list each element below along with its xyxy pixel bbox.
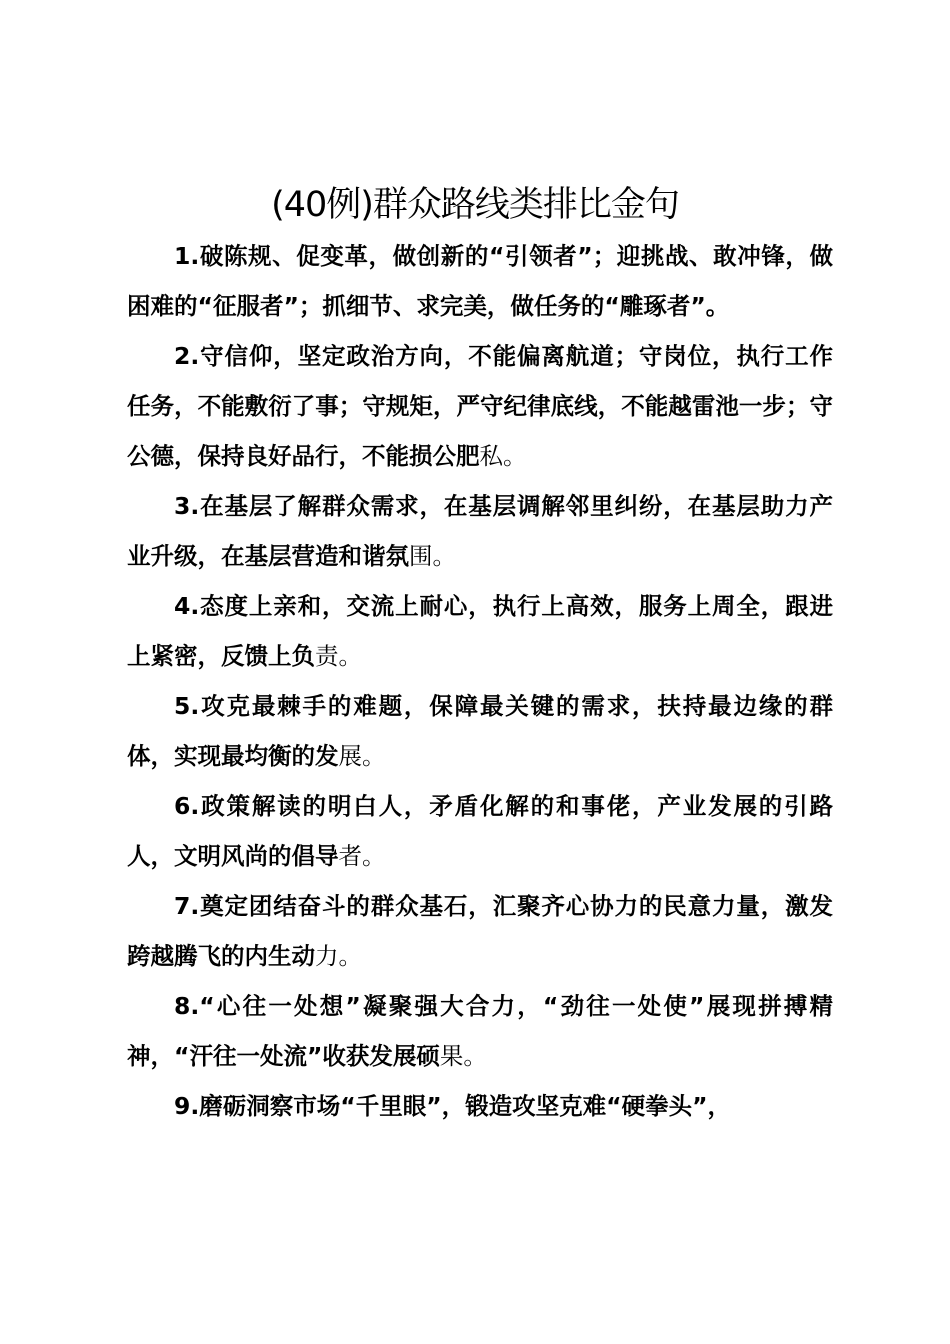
list-item [127,681,833,781]
item-text: 8.“心往一处想”凝聚强大合力，“劲往一处使”展现拼搏精神，“汗往一处流”收获发展硕 [127,992,833,1070]
item-tail: 责。 [315,642,362,670]
list-item [127,481,833,581]
document-title: (40例)群众路线类排比金句 [271,185,679,225]
item-text: 9.磨砺洞察市场“千里眼”，锻造攻坚克难“硬拳头”， [174,1092,732,1120]
item-tail: 围。 [409,542,456,570]
item-tail: 果。 [439,1042,487,1070]
item-text: 6.政策解读的明白人，矛盾化解的和事佬，产业发展的引路人，文明风尚的倡导 [127,792,833,870]
item-tail: 展。 [338,742,386,770]
item-text: 4.态度上亲和，交流上耐心，执行上高效，服务上周全，跟进上紧密，反馈上负 [127,592,833,670]
list-item [127,231,833,331]
document-body [127,231,833,1131]
item-text: 7.奠定团结奋斗的群众基石，汇聚齐心协力的民意力量，激发跨越腾飞的内生动 [127,892,833,970]
list-item [127,331,833,481]
list-item [127,781,833,881]
item-text: 1.破陈规、促变革，做创新的“引领者”；迎挑战、敢冲锋，做困难的“征服者”；抓细节、求完美，做任务的“雕琢者”。 [127,242,833,320]
item-text: 5.攻克最棘手的难题，保障最关键的需求，扶持最边缘的群体，实现最均衡的发 [127,692,833,770]
item-tail: 力。 [315,942,362,970]
item-text: 3.在基层了解群众需求，在基层调解邻里纠纷，在基层助力产业升级，在基层营造和谐氛 [127,492,833,570]
list-item [127,981,833,1081]
item-text: 2.守信仰，坚定政治方向，不能偏离航道；守岗位，执行工作任务，不能敷衍了事；守规矩，严守纪律底线，不能越雷池一步；守公德，保持良好品行，不能损公肥 [127,342,833,470]
list-item [127,1081,833,1131]
item-tail: 私。 [479,442,527,470]
item-tail: 者。 [338,842,386,870]
list-item [127,581,833,681]
list-item [127,881,833,981]
